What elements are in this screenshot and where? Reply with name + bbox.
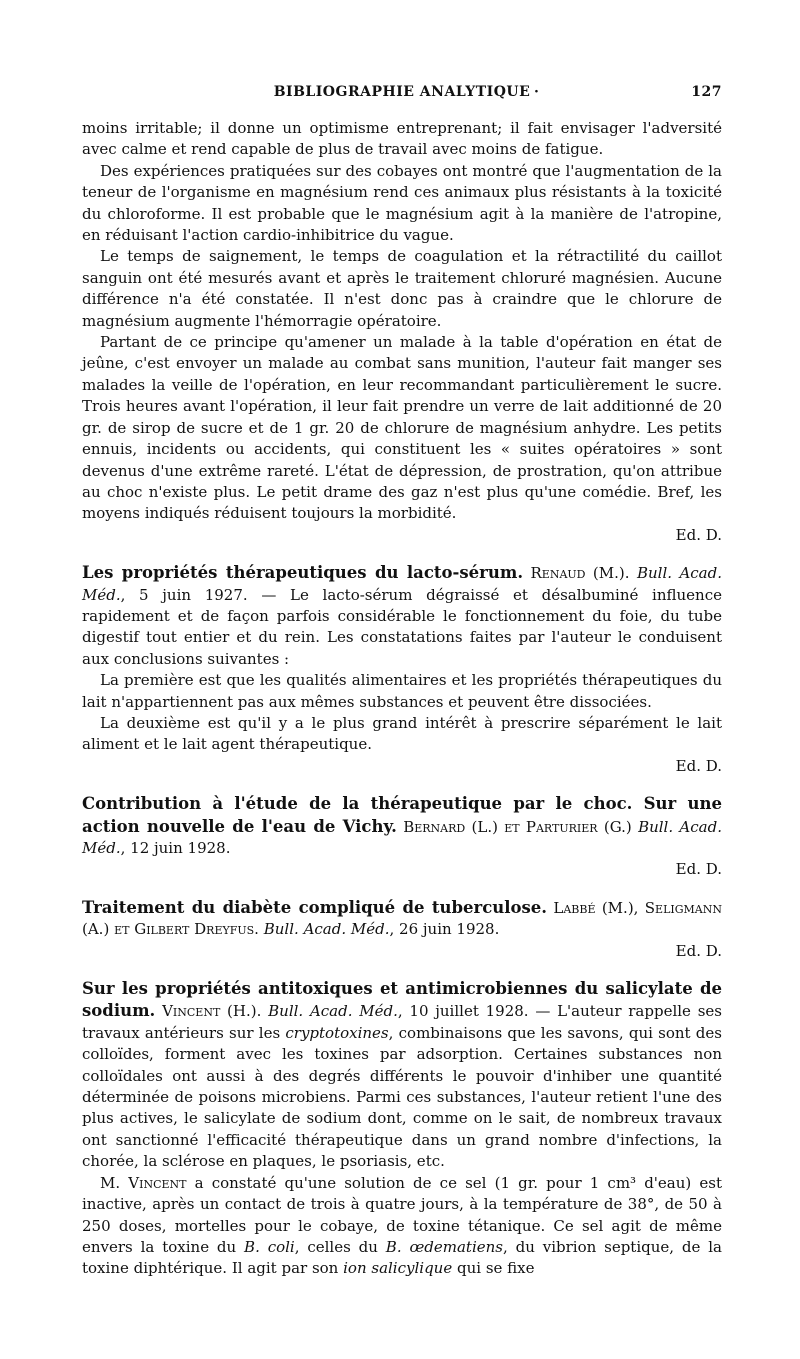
intro-signature: Ed. D. [675, 525, 722, 544]
entry-authors: Labbé (M.), Seligmann (A.) et Gilbert Dreyfus. [82, 898, 722, 939]
entry-text: qui se fixe [452, 1259, 535, 1278]
intro-paragraph-1: moins irritable; il donne un optimisme entreprenant; il fait envisager l'adversité avec calme et rend capable de plus de travail avec moins de fatigue. [82, 119, 722, 159]
running-header [82, 82, 722, 104]
page [82, 82, 722, 1280]
entry-author: Renaud (M.). [530, 564, 630, 583]
entry-salicylate [82, 978, 722, 1280]
entry-diabete-tuberculose [82, 897, 722, 962]
header-dot: · [534, 84, 540, 100]
entry-author: Vincent (H.). [162, 1002, 262, 1021]
entry-eau-de-vichy [82, 793, 722, 881]
entry-text: , du vibrion septique, de la toxine diphtérique. Il agit par son [82, 1237, 722, 1278]
intro-paragraph-3: Le temps de saignement, le temps de coagulation et la rétractilité du caillot sanguin ont été mesurés avant et après le traitement chloruré magnésien. Aucune différence n'a été constatée. Il n'est donc pas à craindre que le chlorure de magnésium augmente l'hémorragie opératoire. [82, 247, 722, 330]
entry-title: Contribution à l'étude de la thérapeutique par le choc. Sur une action nouvelle de l'eau de Vichy. [82, 794, 722, 836]
page-number: 127 [691, 84, 722, 100]
entry-italic-term: B. œdematiens [385, 1237, 503, 1256]
intro-paragraph-4: Partant de ce principe qu'amener un malade à la table d'opération en état de jeûne, c'est envoyer un malade au combat sans munition, l'auteur fait manger ses malades la veille de l'opération, en leur recommandant particulièrement le sucre. Trois heures avant l'opération, il leur fait prendre un verre de lait additionné de 20 gr. de sirop de sucre et de 1 gr. 20 de chlorure de magnésium anhydre. Les petits ennuis, incidents ou accidents, qui constituent les « suites opératoires » sont devenus d'une extrême rareté. L'état de dépression, de prostration, qu'on attribue au choc n'existe plus. Le petit drame des gaz n'est plus qu'une comédie. Bref, les moyens indiqués réduisent toujours la morbidité. [82, 333, 722, 523]
entry-text: , combinaisons que les savons, qui sont des colloïdes, forment avec les toxines par adsorption. Certaines substances non colloïdales ont aussi à des degrés différents le pouvoir d'inhiber une quantité déterminée de poisons microbiens. Parmi ces substances, l'auteur retient l'une des plus actives, le salicylate de sodium dont, comme on le sait, de nombreux travaux ont sanctionné l'efficacité thérapeutique dans un grand nombre d'infections, la chorée, la sclérose en plaques, le psoriasis, etc. [82, 1023, 722, 1171]
entry-paragraph: La deuxième est qu'il y a le plus grand intérêt à prescrire séparément le lait aliment et le lait agent thérapeutique. [82, 713, 722, 754]
entry-journal: Bull. Acad. Méd. [82, 564, 722, 604]
entry-italic-term: B. coli [244, 1237, 295, 1256]
entry-italic-term: ion salicylique [343, 1259, 453, 1278]
entry-journal: Bull. Acad. Méd. [263, 920, 390, 939]
entry-text: , celles du [294, 1237, 386, 1256]
entry-date: , 12 juin 1928. [120, 839, 231, 857]
entry-title: Les propriétés thérapeutiques du lacto-sérum. [82, 563, 524, 583]
entry-signature: Ed. D. [675, 941, 722, 960]
entry-journal: Bull. Acad. Méd. [268, 1002, 398, 1021]
entry-signature: Ed. D. [675, 756, 722, 775]
running-title: BIBLIOGRAPHIE ANALYTIQUE [273, 84, 531, 100]
entry-signature: Ed. D. [675, 860, 722, 879]
entry-journal: Bull. Acad. Méd. [82, 817, 722, 857]
entry-italic-term: cryptotoxines [285, 1023, 389, 1042]
entry-text: , 10 juillet 1928. — L'auteur rappelle ses travaux antérieurs sur les [82, 1002, 722, 1042]
entry-author-mention: M. Vincent [100, 1173, 187, 1192]
entry-title: Traitement du diabète compliqué de tuberculose. [82, 897, 548, 917]
entry-lacto-serum [82, 562, 722, 777]
intro-paragraph-2: Des expériences pratiquées sur des cobayes ont montré que l'augmentation de la teneur de l'organisme en magnésium rend ces animaux plus résistants à la toxicité du chloroforme. Il est probable que le magnésium agit à la manière de l'atropine, en réduisant l'action cardio-inhibitrice du vague. [82, 161, 722, 245]
entry-title: Sur les propriétés antitoxiques et antimicrobiennes du salicylate de sodium. [82, 979, 722, 1021]
entry-paragraph: La première est que les qualités alimentaires et les propriétés thérapeutiques du lait n'appartiennent pas aux mêmes substances et peuvent être dissociées. [82, 671, 722, 711]
entry-text: a constaté qu'une solution de ce sel (1 gr. pour 1 cm³ d'eau) est inactive, après un contact de trois à quatre jours, à la température de 38°, de 50 à 250 doses, mortelles pour le cobaye, de toxine tétanique. Ce sel agit de même envers la toxine du [82, 1173, 723, 1256]
entry-abstract: , 5 juin 1927. — Le lacto-sérum dégraissé et désalbuminé influence rapidement et de façon parfois considérable le fonctionnement du foie, du tube digestif tout entier et du rein. Les constatations faites par l'auteur le conduisent aux conclusions suivantes : [82, 585, 722, 668]
entry-authors: Bernard (L.) et Parturier (G.) [403, 817, 632, 836]
entry-date: , 26 juin 1928. [389, 920, 500, 939]
